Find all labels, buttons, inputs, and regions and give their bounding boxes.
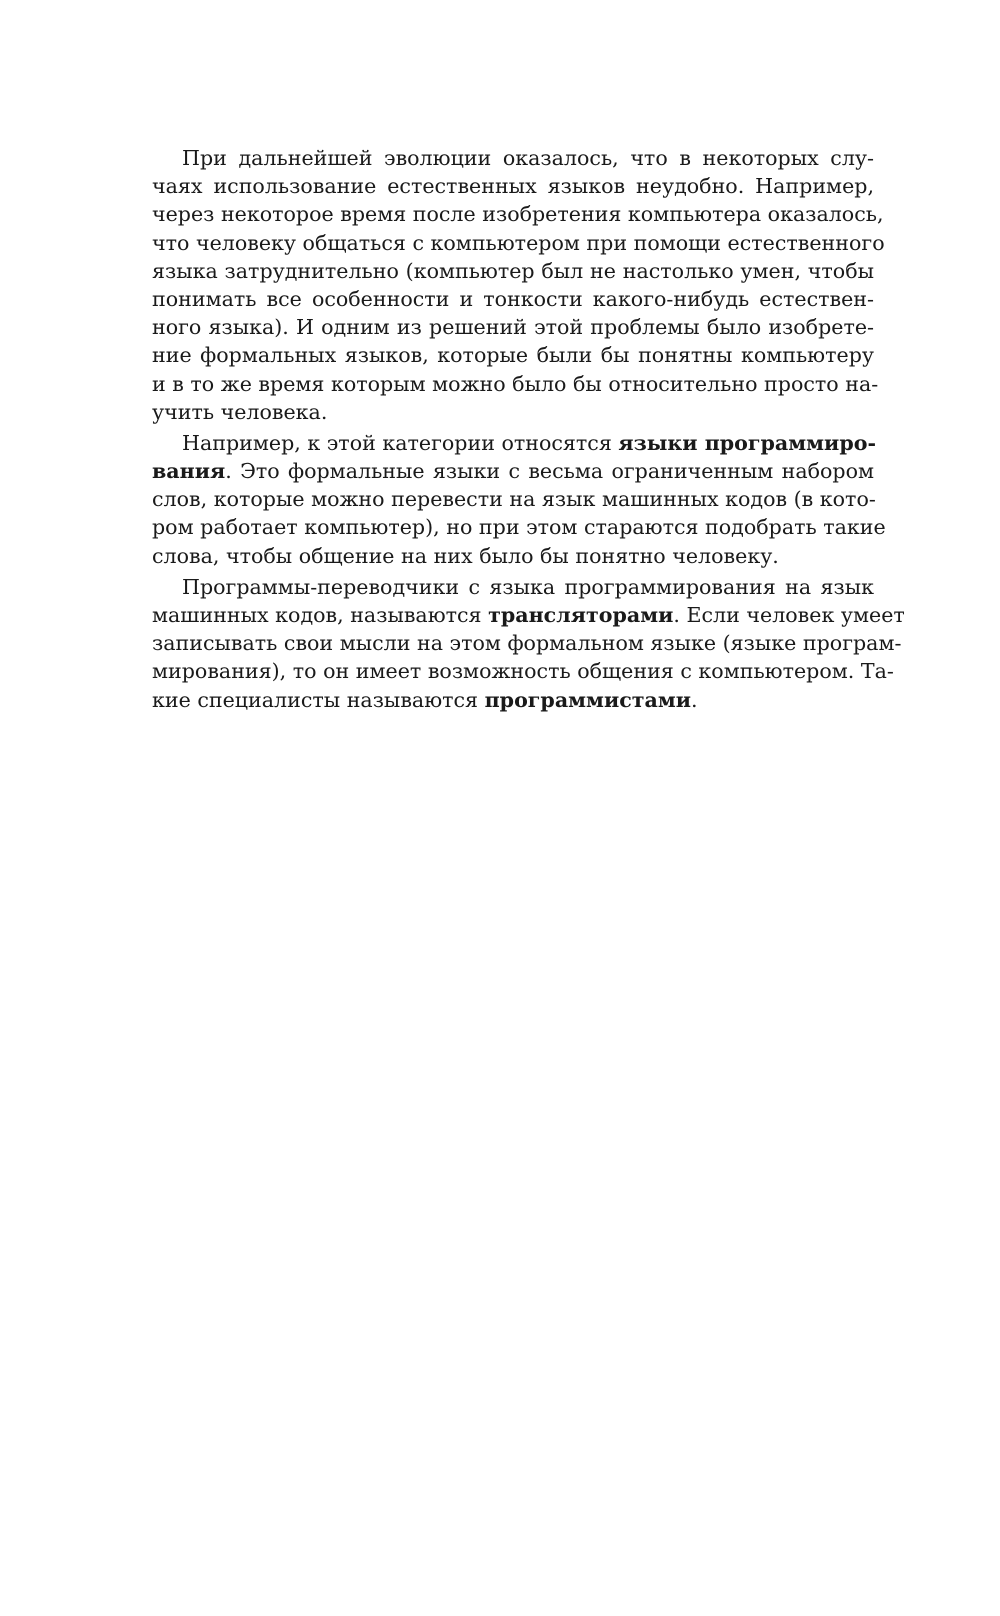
text-line: что человеку общаться с компьютером при помощи естественного [152,230,885,255]
text-run: кие специалисты называются [152,687,485,712]
term-translators: трансляторами [488,603,674,627]
term-programming-languages: языки программиро- [618,430,876,455]
text-line: через некоторое время после изобретения компьютера оказалось, [152,202,884,227]
text-line: чаях использование естественных языков неудобно. Например, [152,174,874,199]
text-line: слова, чтобы общение на них было бы понятно человеку. [152,543,779,568]
text-line: ром работает компьютер), но при этом стараются подобрать такие [152,515,886,540]
text-line: слов, которые можно перевести на язык машинных кодов (в кото- [152,487,876,512]
text-line [152,457,874,485]
paragraph-1 [152,144,885,426]
term-programming-languages-cont: вания [152,459,226,484]
text-line: ного языка). И одним из решений этой проблемы было изобрете- [152,315,874,340]
text-line: учить человека. [152,399,328,424]
text-line: Программы-переводчики с языка программирования на язык [182,574,874,599]
text-run: . Это формальные языки с весьма ограниченным набором [225,459,874,484]
text-line [152,429,874,457]
text-line [152,601,905,629]
text-line: языка затруднительно (компьютер был не настолько умен, чтобы [152,258,874,283]
text-line: и в то же время которым можно было бы относительно просто на- [152,371,879,396]
term-programmers: программистами [484,687,692,712]
paragraph-3 [152,573,905,714]
text-line: мирования), то он имеет возможность общения с компьютером. Та- [152,659,894,684]
text-run: Например, к этой категории относятся [182,430,619,455]
text-run: . [691,687,698,712]
body-text [152,144,905,714]
text-run: . Если человек умеет [673,603,905,627]
text-line: При дальнейшей эволюции оказалось, что в некоторых слу- [182,146,874,170]
text-line: понимать все особенности и тонкости какого-нибудь естествен- [152,286,874,311]
text-run: машинных кодов, называются [152,603,489,627]
text-line [152,686,874,714]
text-line: записывать свои мысли на этом формальном языке (языке програм- [152,631,902,656]
paragraph-2 [152,429,886,570]
text-line: ние формальных языков, которые были бы понятны компьютеру [152,343,874,368]
